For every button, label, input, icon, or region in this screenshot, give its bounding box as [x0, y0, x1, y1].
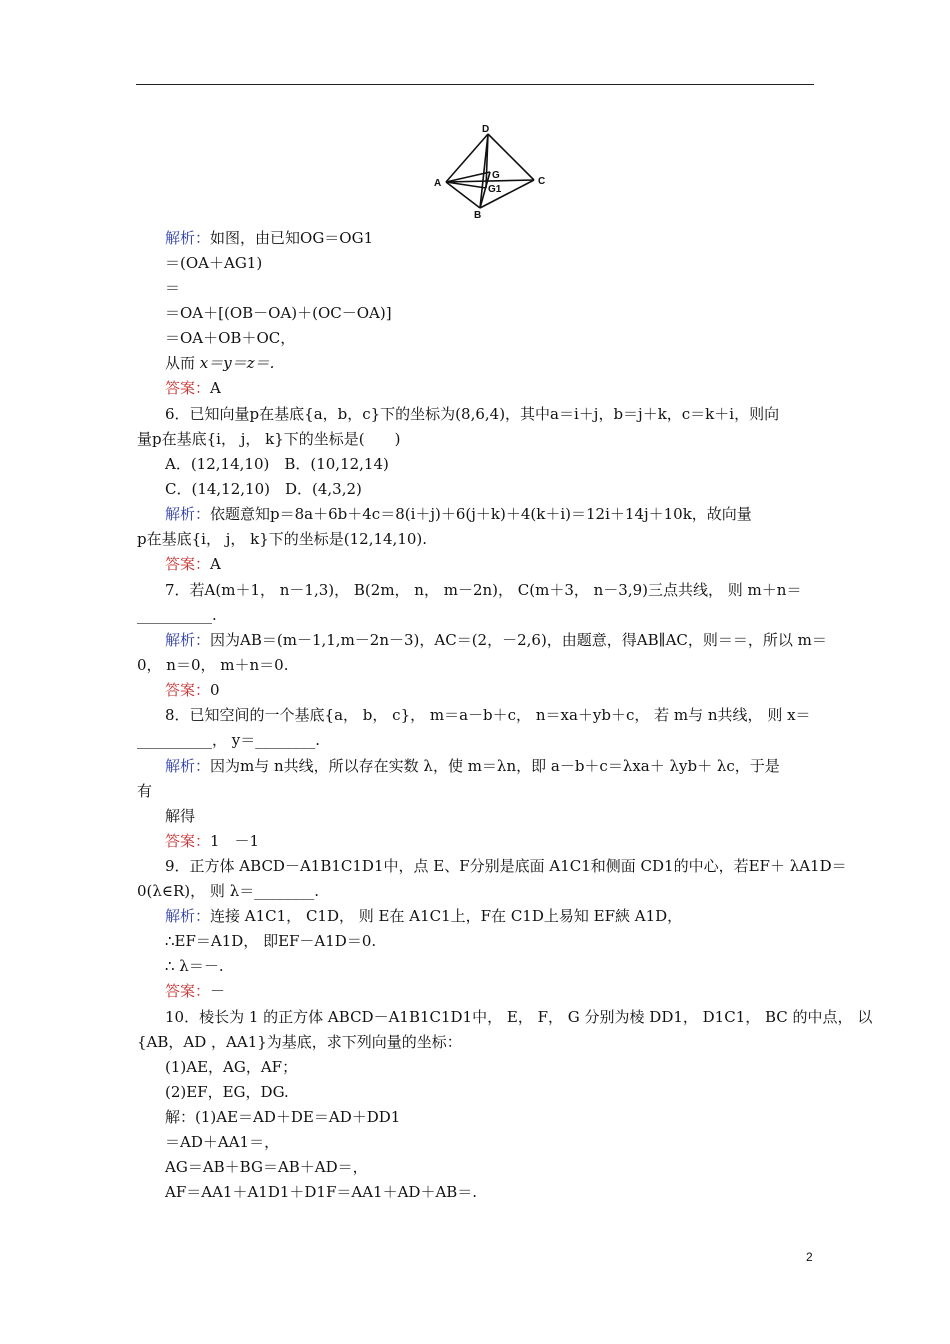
answer-line: 答案：－ — [165, 982, 226, 1000]
answer-label: 答案： — [165, 555, 211, 573]
solution-line: 解得 — [165, 807, 196, 825]
analysis-label: 解析： — [165, 907, 211, 925]
vertex-label-a: A — [434, 178, 442, 189]
solution-line: p在基底{i， j， k}下的坐标是(12,14,10). — [137, 530, 428, 548]
conclusion-line: 从而 x＝y＝z＝. — [165, 354, 275, 372]
answer-label: 答案： — [165, 681, 211, 699]
question-6-cont: 量p在基底{i， j， k}下的坐标是( ) — [137, 430, 401, 448]
equation-line: ＝(OA＋AG1) — [165, 254, 263, 272]
question-8-blanks: __________， y＝________. — [137, 731, 321, 749]
solution-line: ∴ λ＝－. — [165, 957, 224, 975]
vertex-label-g1: G1 — [488, 184, 502, 195]
question-10-part2: (2)EF，EG，DG. — [165, 1083, 289, 1101]
question-6: 6．已知向量p在基底{a，b，c}下的坐标为(8,6,4)，其中a＝i＋j，b＝j＋k，c＝k＋i，则向 — [165, 405, 780, 423]
question-9-cont: 0(λ∈R)， 则 λ＝________. — [137, 882, 319, 900]
vertex-label-c: C — [538, 176, 546, 187]
question-7: 7．若A(m＋1， n－1,3)， B(2m， n， m－2n)， C(m＋3， n－3,9)三点共线， 则 m＋n＝ — [165, 581, 802, 599]
answer-label: 答案： — [165, 982, 211, 1000]
equation-line: ＝OA＋[(OB－OA)＋(OC－OA)] — [165, 304, 392, 322]
analysis-label: 解析： — [165, 757, 211, 775]
vertex-label-d: D — [482, 124, 490, 135]
solution-line: 解析：如图，由已知OG＝OG1 — [165, 229, 374, 247]
vertex-label-g: G — [492, 170, 500, 181]
solution-line: ∴EF＝A1D， 即EF－A1D＝0. — [165, 932, 377, 950]
solution-line: ＝AD＋AA1＝， — [165, 1133, 280, 1151]
question-10-cont: {AB，AD ，AA1}为基底，求下列向量的坐标： — [137, 1033, 462, 1051]
analysis-label: 解析： — [165, 505, 211, 523]
solution-line: 解：(1)AE＝AD＋DE＝AD＋DD1 — [165, 1108, 401, 1126]
question-9: 9．正方体 ABCD－A1B1C1D1中，点 E、F分别是底面 A1C1和侧面 CD1的中心，若EF＋ λA1D＝ — [165, 857, 847, 875]
answer-label: 答案： — [165, 379, 211, 397]
question-10: 10．棱长为 1 的正方体 ABCD－A1B1C1D1中， E， F， G 分别为棱 DD1， D1C1， BC 的中点， 以 — [165, 1008, 873, 1026]
solution-line: 解析：因为m与 n共线，所以存在实数 λ，使 m＝λn，即 a－b＋c＝λxa＋ λyb＋ λc，于是 — [165, 757, 780, 775]
question-6-options-ab: A．(12,14,10) B．(10,12,14) — [165, 455, 389, 473]
solution-line: AF＝AA1＋A1D1＋D1F＝AA1＋AD＋AB＝. — [165, 1183, 478, 1201]
solution-line: 解析：依题意知p＝8a＋6b＋4c＝8(i＋j)＋6(j＋k)＋4(k＋i)＝12i＋14j＋10k，故向量 — [165, 505, 752, 523]
equation-line: ＝ — [165, 279, 181, 297]
solution-line: 解析：连接 A1C1， C1D， 则 E在 A1C1上，F在 C1D上易知 EF綊 A1D， — [165, 907, 683, 925]
answer-line: 答案：0 — [165, 681, 220, 699]
analysis-label: 解析： — [165, 631, 211, 649]
question-10-part1: (1)AE，AG，AF； — [165, 1058, 298, 1076]
answer-label: 答案： — [165, 832, 211, 850]
header-rule — [136, 84, 814, 85]
tetrahedron-figure — [434, 120, 556, 222]
solution-line: 0， n＝0， m＋n＝0. — [137, 656, 289, 674]
question-8: 8．已知空间的一个基底{a， b， c}， m＝a－b＋c， n＝xa＋yb＋c， 若 m与 n共线， 则 x＝ — [165, 706, 811, 724]
solution-line: AG＝AB＋BG＝AB＋AD＝， — [165, 1158, 368, 1176]
page-number: 2 — [806, 1250, 813, 1264]
solution-line: 解析：因为AB＝(m－1,1,m－2n－3)，AC＝(2，－2,6)，由题意，得AB∥AC，则＝＝，所以 m＝ — [165, 631, 827, 649]
solution-line: 有 — [137, 782, 153, 800]
answer-line: 答案：1 －1 — [165, 832, 260, 850]
answer-line: 答案：A — [165, 555, 221, 573]
analysis-label: 解析： — [165, 229, 211, 247]
equation-line: ＝OA＋OB＋OC， — [165, 329, 296, 347]
answer-line: 答案：A — [165, 379, 221, 397]
question-7-blank: __________. — [137, 606, 217, 624]
question-6-options-cd: C．(14,12,10) D．(4,3,2) — [165, 480, 362, 498]
vertex-label-b: B — [474, 210, 482, 221]
